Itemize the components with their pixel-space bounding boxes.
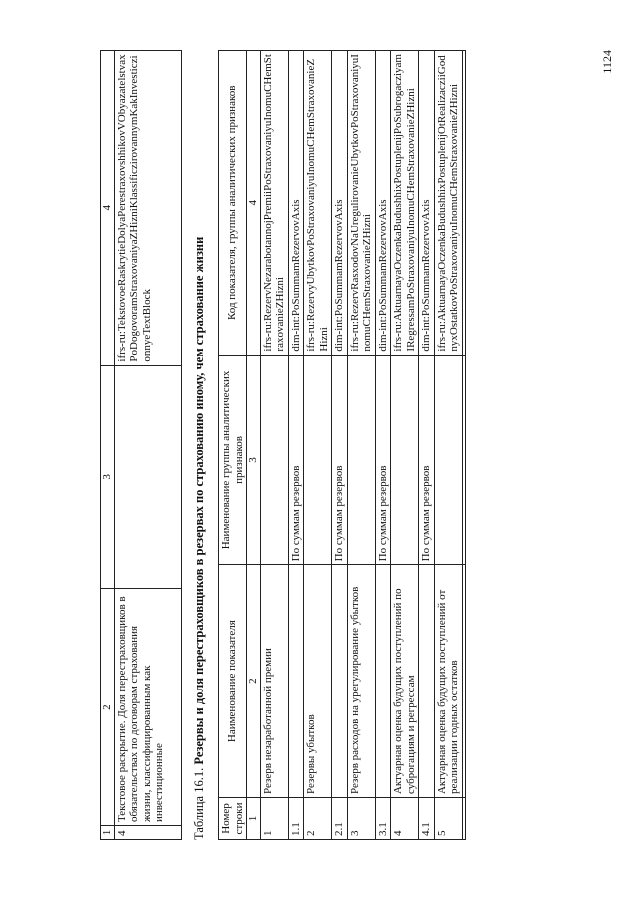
group-name <box>304 355 332 565</box>
caption-title: Резервы и доля перестраховщиков в резервах по страхованию иному, чем страхование жизни <box>192 236 206 765</box>
indicator-code: ifrs-ru:AktuarnayaOczenkaBudushhixPostuplenijPoSubrogacziyamIRegressamPoStraxovaniyuInomuCHemStraxovanieZHizni <box>391 51 419 356</box>
col-number-1: 1 <box>247 798 261 840</box>
column-number-row <box>247 51 261 840</box>
header-row-number: Номер строки <box>219 798 247 840</box>
indicator-name: Резервы убытков <box>304 565 332 798</box>
indicator-name: Резерв незаработанной премии <box>260 565 288 798</box>
indicator-code: ifrs-ru:RezervyUbytkovPoStraxovaniyuInomuCHemStraxovanieZHizni <box>304 51 332 356</box>
table-row <box>419 51 435 840</box>
table-row <box>462 51 465 840</box>
header-indicator-code: Код показателя, группы аналитических признаков <box>219 51 247 356</box>
group-name: По суммам резервов <box>288 355 304 565</box>
indicator-code: dim-int:PoSummamRezervovAxis <box>375 51 391 356</box>
indicator-name <box>375 565 391 798</box>
indicator-code: ifrs-ru:RezervNezarabotannojPremiiPoStraxovaniyuInomuCHemStraxovanieZHizni <box>260 51 288 356</box>
table-row <box>304 51 332 840</box>
table-row <box>260 51 288 840</box>
group-name <box>347 355 375 565</box>
table-row <box>288 51 304 840</box>
row-number: 4 <box>391 798 419 840</box>
row-number: 3 <box>347 798 375 840</box>
indicator-name <box>288 565 304 798</box>
table-caption <box>192 50 207 840</box>
indicator-name: Актуарная оценка будущих поступлений от реализации годных остатков <box>434 565 462 798</box>
row-number: 2.1 <box>332 798 348 840</box>
row-number: 2 <box>304 798 332 840</box>
row-number: 1 <box>260 798 288 840</box>
col-number-3: 3 <box>247 355 261 565</box>
indicator-name <box>462 565 465 798</box>
row-number: 1.1 <box>288 798 304 840</box>
indicator-code: dim-int:PoSummamRezervovAxis <box>332 51 348 356</box>
indicator-code: dim-int:PoSummamRezervovAxis <box>419 51 435 356</box>
row-number <box>462 798 465 840</box>
main-table-header-row <box>219 51 247 840</box>
group-name <box>114 365 181 589</box>
col-number-4: 4 <box>247 51 261 356</box>
table-row <box>375 51 391 840</box>
row-number: 4.1 <box>419 798 435 840</box>
indicator-code: dim-int:PoSummamRezervovAxis <box>288 51 304 356</box>
header-indicator-name: Наименование показателя <box>219 565 247 798</box>
row-number: 3.1 <box>375 798 391 840</box>
table-row <box>391 51 419 840</box>
table-row <box>114 51 181 840</box>
table-row <box>434 51 462 840</box>
top-table <box>100 50 182 840</box>
indicator-name: Актуарная оценка будущих поступлений по суброгациям и регрессам <box>391 565 419 798</box>
col-number-2: 2 <box>247 565 261 798</box>
page-number: 1124 <box>600 50 614 74</box>
group-name <box>260 355 288 565</box>
top-col-4: 4 <box>101 51 115 366</box>
indicator-code: ifrs-ru:RezervRasxodovNaUregulirovanieUbytkovPoStraxovaniyuInomuCHemStraxovanieZHizni <box>347 51 375 356</box>
top-col-2: 2 <box>101 589 115 826</box>
group-name <box>462 355 465 565</box>
main-table <box>218 50 466 840</box>
indicator-code: ifrs-ru:TekstovoeRaskrytieDolyaPerestraxovshhikovVObyazatelstvaxPoDogovoramStraxovaniyaZHizniKlassificzirovannymKakInvesticzionnyeTextBlock <box>114 51 181 366</box>
rotated-content <box>100 50 620 840</box>
group-name <box>434 355 462 565</box>
row-number: 4 <box>114 826 181 840</box>
indicator-name: Резерв расходов на урегулирование убытков <box>347 565 375 798</box>
indicator-name: Текстовое раскрытие. Доля перестраховщиков в обязательствах по договорам страхования жизни, классифицированным как инвестиционные <box>114 589 181 826</box>
top-col-3: 3 <box>101 365 115 589</box>
table-row <box>347 51 375 840</box>
top-col-1: 1 <box>101 826 115 840</box>
group-name: По суммам резервов <box>332 355 348 565</box>
indicator-name <box>419 565 435 798</box>
top-table-header-row <box>101 51 115 840</box>
indicator-code: ifrs-ru:AktuarnayaOczenkaBudushhixPostuplenijOtRealizacziiGodnyxOstatkovPoStraxovaniyuInomuCHemStraxovanieZHizni <box>434 51 462 356</box>
table-row <box>332 51 348 840</box>
header-group-name: Наименование группы аналитических признаков <box>219 355 247 565</box>
row-number: 5 <box>434 798 462 840</box>
group-name: По суммам резервов <box>419 355 435 565</box>
indicator-name <box>332 565 348 798</box>
caption-prefix: Таблица 16.1. <box>192 764 206 840</box>
indicator-code <box>462 51 465 356</box>
group-name: По суммам резервов <box>375 355 391 565</box>
group-name <box>391 355 419 565</box>
